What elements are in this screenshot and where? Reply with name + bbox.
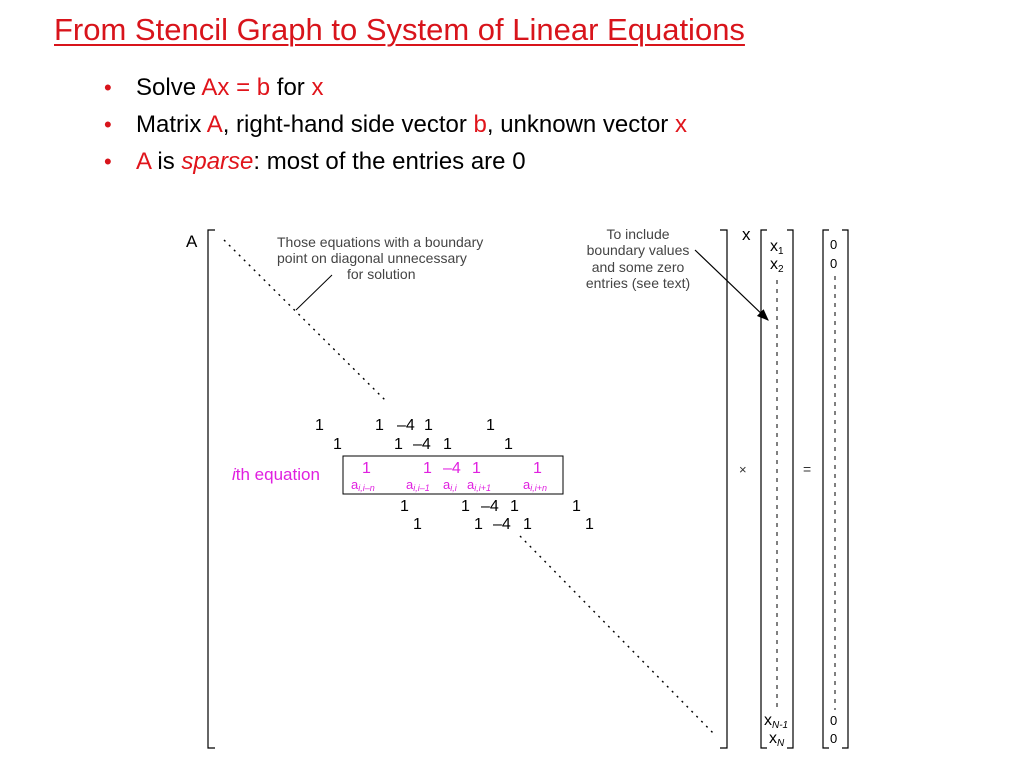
matrix-a-right-bracket [720,230,727,748]
note-boundary-pointer [296,275,332,310]
ith-equation-label [232,465,320,484]
vector-b-entry: 0 [830,713,838,728]
matrix-rows-below [400,498,594,533]
matrix-entry: 1 [423,460,432,477]
note-boundary-line: for solution [347,266,416,282]
vector-x-label: x [742,225,751,244]
matrix-entry: –4 [443,460,461,477]
coefficient-label: ai,i+1 [467,477,491,493]
bullet-text: is [150,148,182,175]
vector-x-entry: xN-1 [764,712,789,731]
times-symbol: × [739,462,747,477]
vector-b-left-bracket [823,230,829,748]
matrix-entry: 1 [375,417,384,434]
vector-b-entry: 0 [830,731,838,746]
matrix-entry: 1 [504,436,513,453]
matrix-entry: 1 [413,516,422,533]
coefficient-label: ai,i–n [351,477,375,493]
note-include-line: To include [606,226,670,242]
vector-b-entry: 0 [830,237,838,252]
bullet-dot: • [104,112,112,137]
matrix-entry: 1 [333,436,342,453]
matrix-entry: 1 [533,460,542,477]
bullet-text: : most of the entries are 0 [253,148,526,175]
note-include-line: entries (see text) [585,275,691,291]
variable-x: x [311,74,324,101]
matrix-entry: 1 [362,460,371,477]
vector-x-entries [764,238,788,749]
vector-x-left-bracket [761,230,767,748]
equation-label-rest: th equation [235,465,320,484]
matrix-entry: 1 [400,498,409,515]
vector-b-entries [830,237,837,746]
bullet-dot: • [104,75,112,100]
vector-b-entry: 0 [830,256,838,271]
coefficient-label: ai,i [443,477,457,493]
matrix-entry: 1 [474,516,483,533]
equals-symbol: = [803,461,812,477]
bullet-text: for [270,74,312,101]
matrix-entry: 1 [486,417,495,434]
matrix-entry: 1 [510,498,519,515]
note-boundary-equations [277,234,483,282]
matrix-a-label: A [186,232,198,251]
note-include-line: boundary values [586,242,690,258]
matrix-entry: 1 [424,417,433,434]
matrix-entry: 1 [572,498,581,515]
vector-x-entry: x2 [770,256,784,275]
vector-x-term: x [674,111,687,138]
vector-x-right-bracket [787,230,793,748]
bullet-text: , unknown vector [486,111,675,138]
lower-diagonal-dots [520,536,716,736]
matrix-entry: –4 [397,417,415,434]
matrix-rows-above [315,417,513,453]
vector-b-brackets [823,230,848,748]
bullet-text: , right-hand side vector [222,111,474,138]
matrix-entry: 1 [394,436,403,453]
index-i: i [232,465,236,484]
coefficient-label: ai,i–1 [406,477,430,493]
coefficient-label: ai,i+n [523,477,547,493]
vector-x-entry: xN [769,730,785,749]
matrix-entry: 1 [315,417,324,434]
coefficient-labels [351,477,547,493]
ith-equation-entries [362,460,542,477]
slide-title: From Stencil Graph to System of Linear Equations [54,12,745,47]
vector-b-right-bracket [842,230,848,748]
matrix-entry: 1 [443,436,452,453]
note-include-boundary [586,226,690,291]
bullet-text: Solve [136,74,202,101]
equation-ax-b: Ax = b [201,74,271,101]
matrix-entry: 1 [472,460,481,477]
matrix-a-left-bracket [208,230,215,748]
matrix-entry: 1 [585,516,594,533]
sparse-term: sparse [181,148,254,175]
matrix-entry: –4 [413,436,431,453]
matrix-entry: 1 [523,516,532,533]
matrix-a-term: A [136,148,151,175]
note-include-line: and some zero [591,259,685,275]
vector-b-term: b [473,111,487,138]
matrix-a-term: A [206,111,223,138]
note-boundary-line: point on diagonal unnecessary [277,250,467,266]
matrix-entry: –4 [493,516,511,533]
bullet-dot: • [104,149,112,174]
matrix-entry: 1 [461,498,470,515]
vector-x-entry: x1 [770,238,784,257]
matrix-entry: –4 [481,498,499,515]
bullet-text: Matrix [136,111,207,138]
note-boundary-line: Those equations with a boundary [277,234,484,250]
note-include-arrow [695,250,768,320]
